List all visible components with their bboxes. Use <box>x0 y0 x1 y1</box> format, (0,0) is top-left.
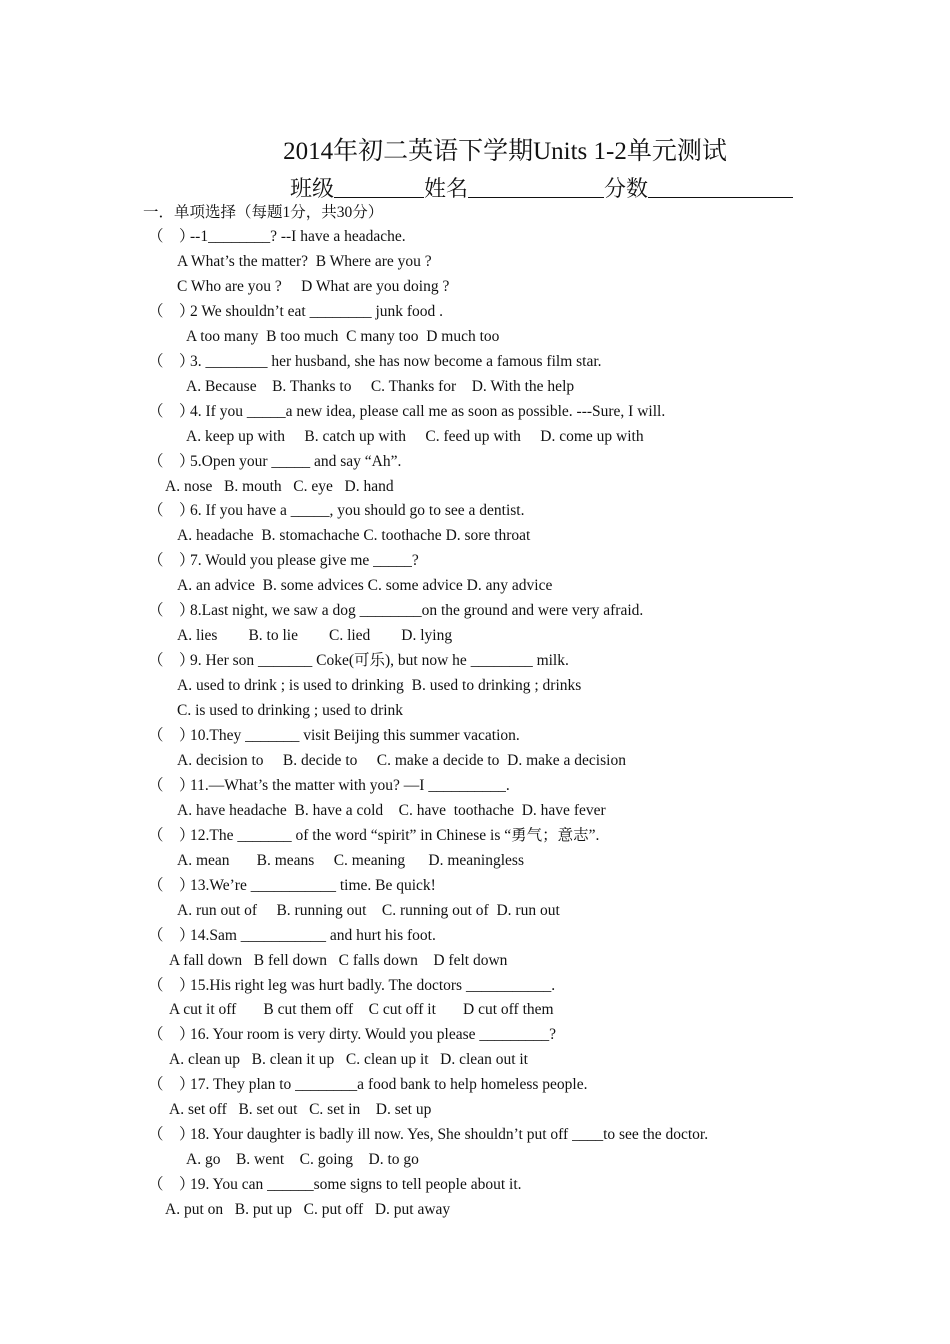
answer-bracket[interactable]: （ ） <box>148 552 195 570</box>
answer-bracket[interactable]: （ ） <box>148 876 195 894</box>
options-text: A cut it off B cut them off C cut off it D cut off them <box>169 1001 554 1019</box>
question-text: 16. Your room is very dirty. Would you please _________? <box>190 1026 556 1044</box>
answer-bracket[interactable]: （ ） <box>148 602 195 620</box>
options-text: A. set off B. set out C. set in D. set up <box>169 1101 432 1119</box>
options-text: A. lies B. to lie C. lied D. lying <box>177 627 453 645</box>
question-text: 10.They _______ visit Beijing this summer vacation. <box>190 727 520 744</box>
question-text: 7. Would you please give me _____? <box>190 552 419 570</box>
answer-bracket[interactable]: （ ） <box>148 926 195 944</box>
options-text: A. clean up B. clean it up C. clean up it D. clean out it <box>169 1051 528 1069</box>
class-label: 班级 <box>290 176 335 201</box>
name-label: 姓名 <box>424 176 469 201</box>
options-text: A. run out of B. running out C. running out of D. run out <box>177 901 560 919</box>
answer-bracket[interactable]: （ ） <box>148 1176 195 1194</box>
answer-bracket[interactable]: （ ） <box>148 1026 195 1044</box>
question-text: 11.—What’s the matter with you? —I __________. <box>190 776 510 794</box>
options-text: A. headache B. stomachache C. toothache D. sore throat <box>177 527 531 545</box>
options-text: A. nose B. mouth C. eye D. hand <box>165 477 394 495</box>
answer-bracket[interactable]: （ ） <box>148 452 195 470</box>
answer-bracket[interactable]: （ ） <box>148 727 195 744</box>
answer-bracket[interactable]: （ ） <box>148 1076 195 1094</box>
question-text: 14.Sam ___________ and hurt his foot. <box>190 926 436 944</box>
question-text: 18. Your daughter is badly ill now. Yes, She shouldn’t put off ____to see the doctor. <box>190 1126 709 1144</box>
answer-bracket[interactable]: （ ） <box>148 302 195 320</box>
question-text: 2 We shouldn’t eat ________ junk food . <box>190 302 444 320</box>
options-text: A. mean B. means C. meaning D. meaningless <box>177 851 524 869</box>
options-text: A. an advice B. some advices C. some advice D. any advice <box>177 577 553 595</box>
question-text: 19. You can ______some signs to tell people about it. <box>190 1176 522 1194</box>
answer-bracket[interactable]: （ ） <box>148 352 195 370</box>
page-title: 2014年初二英语下学期Units 1-2单元测试 <box>283 138 727 165</box>
options-text: A. have headache B. have a cold C. have toothache D. have fever <box>177 801 606 819</box>
question-text: 12.The _______ of the word “spirit” in Chinese is “勇气；意志”. <box>190 826 600 844</box>
answer-bracket[interactable]: （ ） <box>148 976 195 994</box>
section-heading: 一．单项选择（每题1分，共30分） <box>143 204 384 221</box>
options-text: A too many B too much C many too D much too <box>186 327 500 345</box>
options-text: A. put on B. put up C. put off D. put away <box>165 1201 451 1219</box>
question-text: 13.We’re ___________ time. Be quick! <box>190 876 436 894</box>
name-blank[interactable] <box>468 177 604 198</box>
answer-bracket[interactable]: （ ） <box>148 652 195 670</box>
question-text: 6. If you have a _____, you should go to see a dentist. <box>190 502 525 520</box>
options-text: A. decision to B. decide to C. make a decide to D. make a decision <box>177 751 626 769</box>
answer-bracket[interactable]: （ ） <box>148 776 195 794</box>
answer-bracket[interactable]: （ ） <box>148 826 195 844</box>
options-text: A What’s the matter? B Where are you ? <box>177 252 432 270</box>
options-text: A. keep up with B. catch up with C. feed up with D. come up with <box>186 427 644 445</box>
options-text: C Who are you ? D What are you doing ? <box>177 277 450 295</box>
answer-bracket[interactable]: （ ） <box>148 402 195 420</box>
options-text: C. is used to drinking ; used to drink <box>177 702 404 720</box>
question-text: --1________? --I have a headache. <box>190 228 406 245</box>
answer-bracket[interactable]: （ ） <box>148 228 195 245</box>
question-text: 8.Last night, we saw a dog ________on the ground and were very afraid. <box>190 602 644 620</box>
score-label: 分数 <box>604 176 649 201</box>
score-blank[interactable] <box>648 177 793 198</box>
options-text: A. go B. went C. going D. to go <box>186 1151 419 1169</box>
options-text: A. used to drink ; is used to drinking B. used to drinking ; drinks <box>177 677 582 695</box>
question-text: 9. Her son _______ Coke(可乐), but now he ________ milk. <box>190 652 569 670</box>
class-blank[interactable] <box>334 177 424 198</box>
question-text: 3. ________ her husband, she has now become a famous film star. <box>190 352 602 370</box>
options-text: A. Because B. Thanks to C. Thanks for D. With the help <box>186 377 575 395</box>
question-text: 4. If you _____a new idea, please call me as soon as possible. ---Sure, I will. <box>190 402 666 420</box>
options-text: A fall down B fell down C falls down D felt down <box>169 951 508 969</box>
question-text: 5.Open your _____ and say “Ah”. <box>190 452 402 470</box>
question-text: 15.His right leg was hurt badly. The doctors ___________. <box>190 976 556 994</box>
answer-bracket[interactable]: （ ） <box>148 1126 195 1144</box>
answer-bracket[interactable]: （ ） <box>148 502 195 520</box>
student-info-row <box>290 172 793 203</box>
question-text: 17. They plan to ________a food bank to help homeless people. <box>190 1076 588 1094</box>
